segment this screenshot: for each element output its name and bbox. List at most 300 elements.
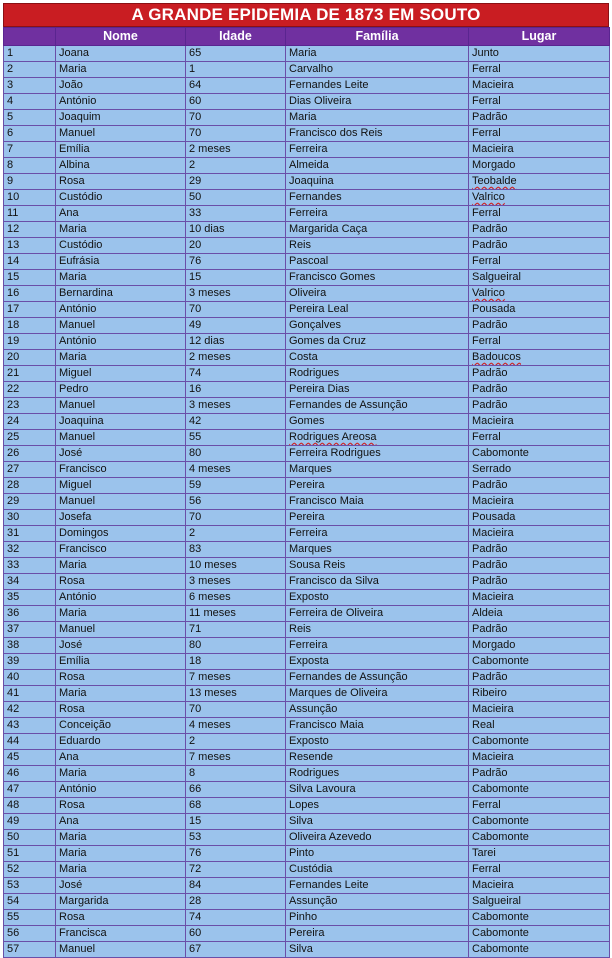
row-number-cell[interactable] [4, 686, 56, 702]
idade-cell[interactable] [186, 334, 286, 350]
idade-cell[interactable] [186, 366, 286, 382]
nome-cell[interactable] [56, 478, 186, 494]
familia-cell[interactable] [286, 558, 469, 574]
familia-cell[interactable] [286, 510, 469, 526]
row-number-cell[interactable] [4, 574, 56, 590]
lugar-cell[interactable] [469, 110, 610, 126]
idade-cell[interactable] [186, 190, 286, 206]
familia-cell[interactable] [286, 94, 469, 110]
row-number-cell[interactable] [4, 430, 56, 446]
familia-cell[interactable] [286, 718, 469, 734]
familia-cell[interactable] [286, 734, 469, 750]
lugar-cell[interactable] [469, 622, 610, 638]
row-number-cell[interactable] [4, 222, 56, 238]
lugar-cell[interactable] [469, 334, 610, 350]
familia-cell[interactable] [286, 302, 469, 318]
familia-cell[interactable] [286, 158, 469, 174]
nome-cell[interactable] [56, 734, 186, 750]
lugar-cell[interactable] [469, 46, 610, 62]
row-number-cell[interactable] [4, 94, 56, 110]
familia-cell[interactable] [286, 430, 469, 446]
idade-cell[interactable] [186, 798, 286, 814]
idade-cell[interactable] [186, 558, 286, 574]
lugar-cell[interactable] [469, 894, 610, 910]
lugar-cell[interactable] [469, 574, 610, 590]
lugar-cell[interactable] [469, 318, 610, 334]
nome-cell[interactable] [56, 702, 186, 718]
idade-cell[interactable] [186, 766, 286, 782]
lugar-cell[interactable] [469, 446, 610, 462]
lugar-cell[interactable] [469, 174, 610, 190]
row-number-cell[interactable] [4, 510, 56, 526]
familia-cell[interactable] [286, 318, 469, 334]
row-number-cell[interactable] [4, 718, 56, 734]
row-number-cell[interactable] [4, 558, 56, 574]
row-number-cell[interactable] [4, 526, 56, 542]
idade-cell[interactable] [186, 574, 286, 590]
row-number-cell[interactable] [4, 878, 56, 894]
lugar-cell[interactable] [469, 590, 610, 606]
familia-cell[interactable] [286, 366, 469, 382]
idade-cell[interactable] [186, 590, 286, 606]
idade-cell[interactable] [186, 78, 286, 94]
row-number-cell[interactable] [4, 494, 56, 510]
lugar-cell[interactable] [469, 510, 610, 526]
familia-cell[interactable] [286, 846, 469, 862]
row-number-cell[interactable] [4, 622, 56, 638]
idade-cell[interactable] [186, 62, 286, 78]
lugar-cell[interactable] [469, 814, 610, 830]
row-number-cell[interactable] [4, 894, 56, 910]
nome-cell[interactable] [56, 878, 186, 894]
idade-cell[interactable] [186, 638, 286, 654]
nome-cell[interactable] [56, 494, 186, 510]
lugar-cell[interactable] [469, 782, 610, 798]
row-number-text: 18 [7, 319, 20, 331]
familia-cell[interactable] [286, 814, 469, 830]
row-number-cell[interactable] [4, 302, 56, 318]
lugar-cell[interactable] [469, 158, 610, 174]
row-number-cell[interactable] [4, 254, 56, 270]
nome-cell[interactable] [56, 158, 186, 174]
lugar-cell[interactable] [469, 846, 610, 862]
idade-cell[interactable] [186, 222, 286, 238]
table-row [4, 366, 610, 382]
nome-cell[interactable] [56, 510, 186, 526]
column-header-familia[interactable]: Família [286, 28, 469, 46]
idade-cell[interactable] [186, 174, 286, 190]
nome-cell[interactable] [56, 910, 186, 926]
lugar-cell[interactable] [469, 526, 610, 542]
nome-cell[interactable] [56, 526, 186, 542]
lugar-cell[interactable] [469, 862, 610, 878]
row-number-cell[interactable] [4, 846, 56, 862]
familia-cell[interactable] [286, 382, 469, 398]
nome-cell[interactable] [56, 206, 186, 222]
familia-cell[interactable] [286, 926, 469, 942]
familia-cell[interactable] [286, 190, 469, 206]
familia-cell[interactable] [286, 238, 469, 254]
lugar-cell[interactable] [469, 766, 610, 782]
idade-cell[interactable] [186, 526, 286, 542]
row-number-cell[interactable] [4, 462, 56, 478]
nome-cell[interactable] [56, 622, 186, 638]
idade-text: 8 [189, 767, 196, 779]
row-number-cell[interactable] [4, 734, 56, 750]
row-number-cell[interactable] [4, 46, 56, 62]
column-header-lugar[interactable]: Lugar [469, 28, 610, 46]
lugar-cell[interactable] [469, 302, 610, 318]
idade-text: 11 meses [189, 607, 236, 619]
row-number-cell[interactable] [4, 910, 56, 926]
idade-cell[interactable] [186, 398, 286, 414]
idade-cell[interactable] [186, 142, 286, 158]
lugar-cell[interactable] [469, 206, 610, 222]
lugar-cell[interactable] [469, 238, 610, 254]
familia-cell[interactable] [286, 270, 469, 286]
column-header-nome[interactable]: Nome [56, 28, 186, 46]
row-number-text: 23 [7, 399, 20, 411]
familia-cell[interactable] [286, 414, 469, 430]
row-number-cell[interactable] [4, 926, 56, 942]
lugar-cell[interactable] [469, 638, 610, 654]
idade-cell[interactable] [186, 718, 286, 734]
idade-cell[interactable] [186, 814, 286, 830]
row-number-cell[interactable] [4, 270, 56, 286]
idade-cell[interactable] [186, 846, 286, 862]
row-number-cell[interactable] [4, 638, 56, 654]
familia-cell[interactable] [286, 462, 469, 478]
familia-cell[interactable] [286, 478, 469, 494]
row-number-cell[interactable] [4, 382, 56, 398]
idade-cell[interactable] [186, 94, 286, 110]
idade-cell[interactable] [186, 238, 286, 254]
nome-cell[interactable] [56, 190, 186, 206]
row-number-cell[interactable] [4, 158, 56, 174]
row-number-cell[interactable] [4, 366, 56, 382]
row-number-cell[interactable] [4, 126, 56, 142]
idade-cell[interactable] [186, 750, 286, 766]
idade-cell[interactable] [186, 206, 286, 222]
row-number-cell[interactable] [4, 478, 56, 494]
nome-cell[interactable] [56, 46, 186, 62]
idade-cell[interactable] [186, 654, 286, 670]
nome-cell[interactable] [56, 430, 186, 446]
idade-cell[interactable] [186, 446, 286, 462]
lugar-cell[interactable] [469, 126, 610, 142]
nome-cell[interactable] [56, 926, 186, 942]
familia-cell[interactable] [286, 638, 469, 654]
familia-cell[interactable] [286, 494, 469, 510]
idade-cell[interactable] [186, 382, 286, 398]
row-number-cell[interactable] [4, 174, 56, 190]
familia-cell[interactable] [286, 686, 469, 702]
familia-cell[interactable] [286, 654, 469, 670]
nome-cell[interactable] [56, 350, 186, 366]
row-number-cell[interactable] [4, 830, 56, 846]
lugar-text: Cabomonte [472, 447, 529, 459]
row-number-cell[interactable] [4, 334, 56, 350]
nome-cell[interactable] [56, 142, 186, 158]
nome-cell[interactable] [56, 798, 186, 814]
familia-cell[interactable] [286, 766, 469, 782]
familia-cell[interactable] [286, 286, 469, 302]
lugar-text: Padrão [472, 399, 508, 411]
nome-cell[interactable] [56, 382, 186, 398]
nome-cell[interactable] [56, 334, 186, 350]
idade-cell[interactable] [186, 686, 286, 702]
idade-cell[interactable] [186, 878, 286, 894]
lugar-cell[interactable] [469, 222, 610, 238]
nome-cell[interactable] [56, 366, 186, 382]
row-number-cell[interactable] [4, 702, 56, 718]
lugar-cell[interactable] [469, 798, 610, 814]
nome-cell[interactable] [56, 894, 186, 910]
nome-cell[interactable] [56, 542, 186, 558]
lugar-cell[interactable] [469, 686, 610, 702]
row-number-cell[interactable] [4, 62, 56, 78]
familia-cell[interactable] [286, 782, 469, 798]
idade-cell[interactable] [186, 542, 286, 558]
row-number-cell[interactable] [4, 446, 56, 462]
lugar-cell[interactable] [469, 542, 610, 558]
lugar-cell[interactable] [469, 478, 610, 494]
familia-cell[interactable] [286, 702, 469, 718]
familia-text: Resende [289, 751, 334, 763]
lugar-cell[interactable] [469, 734, 610, 750]
nome-cell[interactable] [56, 78, 186, 94]
lugar-cell[interactable] [469, 94, 610, 110]
row-number-cell[interactable] [4, 670, 56, 686]
idade-cell[interactable] [186, 110, 286, 126]
row-number-cell[interactable] [4, 654, 56, 670]
lugar-cell[interactable] [469, 606, 610, 622]
lugar-cell[interactable] [469, 350, 610, 366]
familia-cell[interactable] [286, 206, 469, 222]
table-row [4, 334, 610, 350]
lugar-cell[interactable] [469, 830, 610, 846]
row-number-cell[interactable] [4, 318, 56, 334]
nome-cell[interactable] [56, 590, 186, 606]
nome-cell[interactable] [56, 270, 186, 286]
nome-cell[interactable] [56, 110, 186, 126]
lugar-cell[interactable] [469, 286, 610, 302]
lugar-cell[interactable] [469, 654, 610, 670]
familia-cell[interactable] [286, 126, 469, 142]
idade-cell[interactable] [186, 510, 286, 526]
row-number-cell[interactable] [4, 110, 56, 126]
nome-cell[interactable] [56, 654, 186, 670]
nome-cell[interactable] [56, 126, 186, 142]
familia-cell[interactable] [286, 910, 469, 926]
row-number-cell[interactable] [4, 782, 56, 798]
lugar-cell[interactable] [469, 878, 610, 894]
idade-cell[interactable] [186, 782, 286, 798]
familia-cell[interactable] [286, 590, 469, 606]
row-number-cell[interactable] [4, 750, 56, 766]
familia-cell[interactable] [286, 78, 469, 94]
nome-text: Maria [59, 687, 87, 699]
column-header-idade[interactable]: Idade [186, 28, 286, 46]
idade-cell[interactable] [186, 830, 286, 846]
lugar-cell[interactable] [469, 366, 610, 382]
row-number-cell[interactable] [4, 766, 56, 782]
lugar-cell[interactable] [469, 926, 610, 942]
familia-cell[interactable] [286, 334, 469, 350]
lugar-cell[interactable] [469, 190, 610, 206]
row-number-cell[interactable] [4, 798, 56, 814]
nome-cell[interactable] [56, 254, 186, 270]
nome-cell[interactable] [56, 558, 186, 574]
familia-cell[interactable] [286, 350, 469, 366]
familia-cell[interactable] [286, 62, 469, 78]
row-number-cell[interactable] [4, 206, 56, 222]
familia-cell[interactable] [286, 862, 469, 878]
familia-cell[interactable] [286, 222, 469, 238]
idade-cell[interactable] [186, 670, 286, 686]
nome-text: Manuel [59, 127, 96, 139]
row-number-text: 42 [7, 703, 20, 715]
nome-cell[interactable] [56, 462, 186, 478]
idade-cell[interactable] [186, 910, 286, 926]
familia-cell[interactable] [286, 142, 469, 158]
lugar-cell[interactable] [469, 702, 610, 718]
row-number-cell[interactable] [4, 350, 56, 366]
nome-cell[interactable] [56, 318, 186, 334]
lugar-cell[interactable] [469, 270, 610, 286]
nome-cell[interactable] [56, 94, 186, 110]
idade-cell[interactable] [186, 734, 286, 750]
nome-cell[interactable] [56, 846, 186, 862]
nome-cell[interactable] [56, 446, 186, 462]
lugar-cell[interactable] [469, 78, 610, 94]
nome-cell[interactable] [56, 750, 186, 766]
idade-cell[interactable] [186, 622, 286, 638]
row-number-cell[interactable] [4, 78, 56, 94]
lugar-cell[interactable] [469, 670, 610, 686]
idade-cell[interactable] [186, 350, 286, 366]
idade-cell[interactable] [186, 270, 286, 286]
idade-cell[interactable] [186, 126, 286, 142]
lugar-cell[interactable] [469, 910, 610, 926]
nome-cell[interactable] [56, 222, 186, 238]
idade-cell[interactable] [186, 494, 286, 510]
table-row [4, 766, 610, 782]
nome-cell[interactable] [56, 414, 186, 430]
nome-cell[interactable] [56, 638, 186, 654]
row-number-cell[interactable] [4, 398, 56, 414]
row-number-text: 24 [7, 415, 20, 427]
nome-cell[interactable] [56, 814, 186, 830]
lugar-cell[interactable] [469, 398, 610, 414]
idade-cell[interactable] [186, 862, 286, 878]
lugar-cell[interactable] [469, 462, 610, 478]
familia-cell[interactable] [286, 110, 469, 126]
familia-cell[interactable] [286, 750, 469, 766]
familia-cell[interactable] [286, 174, 469, 190]
lugar-cell[interactable] [469, 62, 610, 78]
row-number-cell[interactable] [4, 606, 56, 622]
nome-cell[interactable] [56, 302, 186, 318]
familia-cell[interactable] [286, 398, 469, 414]
lugar-cell[interactable] [469, 750, 610, 766]
row-number-cell[interactable] [4, 190, 56, 206]
idade-cell[interactable] [186, 926, 286, 942]
column-header-number[interactable] [4, 28, 56, 46]
familia-cell[interactable] [286, 526, 469, 542]
nome-cell[interactable] [56, 862, 186, 878]
lugar-cell[interactable] [469, 430, 610, 446]
idade-cell[interactable] [186, 430, 286, 446]
idade-cell[interactable] [186, 286, 286, 302]
row-number-cell[interactable] [4, 414, 56, 430]
nome-cell[interactable] [56, 766, 186, 782]
lugar-cell[interactable] [469, 382, 610, 398]
nome-cell[interactable] [56, 286, 186, 302]
idade-cell[interactable] [186, 606, 286, 622]
idade-cell[interactable] [186, 478, 286, 494]
familia-cell[interactable] [286, 254, 469, 270]
familia-cell[interactable] [286, 622, 469, 638]
nome-cell[interactable] [56, 670, 186, 686]
nome-cell[interactable] [56, 574, 186, 590]
row-number-cell[interactable] [4, 238, 56, 254]
nome-cell[interactable] [56, 398, 186, 414]
lugar-cell[interactable] [469, 558, 610, 574]
idade-cell[interactable] [186, 158, 286, 174]
nome-cell[interactable] [56, 830, 186, 846]
row-number-cell[interactable] [4, 286, 56, 302]
row-number-cell[interactable] [4, 814, 56, 830]
nome-cell[interactable] [56, 174, 186, 190]
row-number-cell[interactable] [4, 862, 56, 878]
lugar-cell[interactable] [469, 718, 610, 734]
familia-cell[interactable] [286, 878, 469, 894]
familia-cell[interactable] [286, 798, 469, 814]
nome-cell[interactable] [56, 238, 186, 254]
row-number-cell[interactable] [4, 142, 56, 158]
nome-cell[interactable] [56, 782, 186, 798]
nome-cell[interactable] [56, 606, 186, 622]
row-number-text: 34 [7, 575, 20, 587]
lugar-cell[interactable] [469, 254, 610, 270]
familia-cell[interactable] [286, 830, 469, 846]
idade-cell[interactable] [186, 254, 286, 270]
idade-cell[interactable] [186, 414, 286, 430]
idade-cell[interactable] [186, 462, 286, 478]
idade-cell[interactable] [186, 302, 286, 318]
idade-cell[interactable] [186, 702, 286, 718]
nome-cell[interactable] [56, 686, 186, 702]
idade-cell[interactable] [186, 894, 286, 910]
row-number-cell[interactable] [4, 590, 56, 606]
nome-cell[interactable] [56, 62, 186, 78]
idade-cell[interactable] [186, 318, 286, 334]
row-number-cell[interactable] [4, 542, 56, 558]
idade-cell[interactable] [186, 46, 286, 62]
familia-cell[interactable] [286, 542, 469, 558]
nome-cell[interactable] [56, 718, 186, 734]
lugar-cell[interactable] [469, 414, 610, 430]
lugar-cell[interactable] [469, 142, 610, 158]
familia-cell[interactable] [286, 670, 469, 686]
lugar-cell[interactable] [469, 494, 610, 510]
familia-cell[interactable] [286, 894, 469, 910]
familia-cell[interactable] [286, 606, 469, 622]
familia-cell[interactable] [286, 46, 469, 62]
familia-cell[interactable] [286, 574, 469, 590]
familia-cell[interactable] [286, 446, 469, 462]
